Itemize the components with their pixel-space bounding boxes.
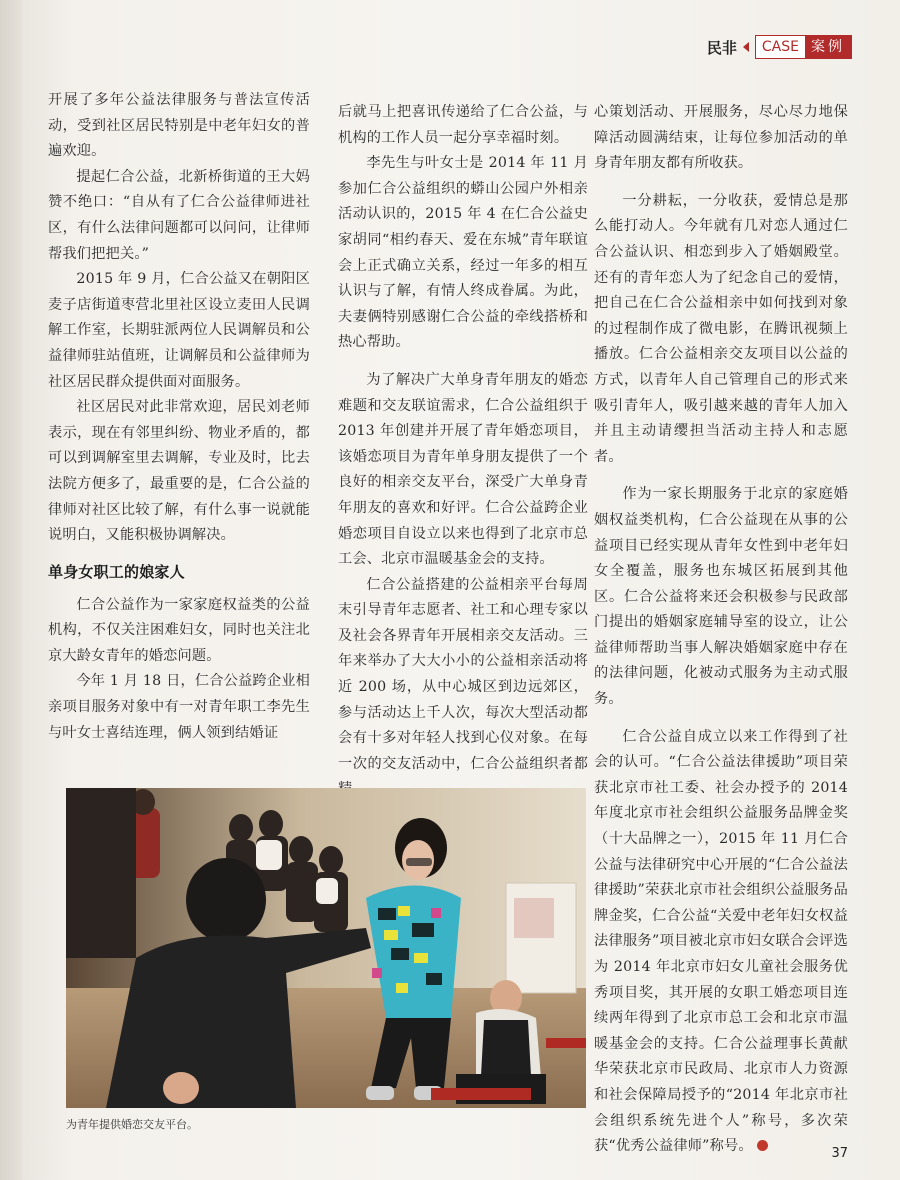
column-2	[338, 100, 588, 803]
paragraph: 提起仁合公益，北新桥街道的王大妈赞不绝口：“自从有了仁合公益律师进社区，有什么法律问题都可以问问，让律师帮我们把把关。”	[48, 168, 310, 262]
page-number: 37	[831, 1146, 848, 1161]
paragraph: 一分耕耘，一分收获，爱情总是那么能打动人。今年就有几对恋人通过仁合公益认识、相恋到步入了婚姻殿堂。还有的青年恋人为了纪念自己的爱情，把自己在仁合公益相亲中如何找到对象的过程制作成了微电影，在腾讯视频上播放。仁合公益相亲交友项目以公益的方式，以青年人自己管理自己的形式来吸引青年人，吸引越来越的青年人加入并且主动请缨担当活动主持人和志愿者。	[594, 192, 848, 465]
column-1	[48, 88, 310, 746]
case-badge-zh: 案例	[805, 36, 851, 58]
paragraph: 为了解决广大单身青年朋友的婚恋难题和交友联谊需求，仁合公益组织于 2013 年创建并开展了青年婚恋项目，该婚恋项目为青年单身朋友提供了一个良好的相亲交友平台，深受广大单身青年朋友的喜欢和好评。仁合公益跨企业婚恋项目自设立以来也得到了北京市总工会、北京市温暖基金会的支持。	[338, 371, 588, 568]
paragraph: 仁合公益作为一家家庭权益类的公益机构，不仅关注困难妇女，同时也关注北京大龄女青年的婚恋问题。	[48, 596, 310, 664]
paragraph: 今年 1 月 18 日，仁合公益跨企业相亲项目服务对象中有一对青年职工李先生与叶女士喜结连理，俩人领到结婚证	[48, 673, 310, 741]
paragraph: 开展了多年公益法律服务与普法宣传活动，受到社区居民特别是中老年妇女的普遍欢迎。	[48, 92, 310, 160]
event-photo	[66, 788, 586, 1108]
paragraph-text: 仁合公益自成立以来工作得到了社会的认可。“仁合公益法律援助”项目荣获北京市社工委、社会办授予的 2014 年度北京市社会组织公益服务品牌金奖（十大品牌之一），2015 年 11 月仁合公益与法律研究中心开展的“仁合公益法律援助”荣获北京市社会组织公益服务品牌金奖，仁合公益“关爱中老年妇女权益法律服务”项目被北京市妇女联合会评选为 2014 年北京市妇女儿童社会服务优秀项目奖，其开展的女职工婚恋项目连续两年得到了北京市总工会和北京市温暖基金会的支持。仁合公益理事长黄献华荣获北京市民政局、北京市人力资源和社会保障局授予的“2014 年北京市社会组织系统先进个人”称号，多次荣获“优秀公益律师”称号。	[594, 728, 848, 1155]
section-heading: 单身女职工的娘家人	[48, 562, 185, 581]
paragraph: 社区居民对此非常欢迎，居民刘老师表示，现在有邻里纠纷、物业矛盾的，都可以到调解室里去调解，专业及时，比去法院方便多了，最重要的是，仁合公益的律师对社区比较了解，有什么事一说就能说明白，又能积极协调解决。	[48, 399, 310, 544]
column-3	[594, 100, 848, 1160]
paragraph: 仁合公益搭建的公益相亲平台每周末引导青年志愿者、社工和心理专家以及社会各界青年开展相亲交友活动。三年来举办了大大小小的公益相亲活动将近 200 场，从中心城区到边远郊区，参与活动达上千人次，每次大型活动都会有十多对年轻人找到心仪对象。在每一次的交友活动中，仁合公益组织者都	[338, 576, 588, 772]
end-mark-icon	[757, 1140, 768, 1151]
case-badge	[755, 35, 852, 59]
page-gutter	[0, 0, 22, 1180]
photo-caption: 为青年提供婚恋交友平台。	[66, 1118, 198, 1131]
section-header	[707, 34, 852, 60]
case-badge-en: CASE	[756, 36, 805, 58]
paragraph: 2015 年 9 月，仁合公益又在朝阳区麦子店街道枣营北里社区设立麦田人民调解工作室，长期驻派两位人民调解员和公益律师驻站值班，让调解员和公益律师为社区居民群众提供面对面服务。	[48, 271, 310, 390]
paragraph: 心策划活动、开展服务，尽心尽力地保障活动圆满结束，让每位参加活动的单身青年朋友都有所收获。	[594, 104, 848, 172]
paragraph: 后就马上把喜讯传递给了仁合公益，与机构的工作人员一起分享幸福时刻。	[338, 104, 588, 146]
paragraph: 李先生与叶女士是 2014 年 11 月参加仁合公益组织的蟒山公园户外相亲活动认识的，2015 年 4 在仁合公益史家胡同“相约春天、爱在东城”青年联谊会上正式确立关系，经过一年多的相互认识与了解，有情人终成眷属。为此，夫妻俩特别感谢仁合公益的牵线搭桥和热心帮助。	[338, 155, 588, 351]
paragraph	[594, 725, 848, 1160]
header-arrow-icon	[743, 42, 749, 52]
paragraph: 作为一家长期服务于北京的家庭婚姻权益类机构，仁合公益现在从事的公益项目已经实现从青年女性到中老年妇女全覆盖，服务也东城区拓展到其他区。仁合公益将来还会积极参与民政部门提出的婚姻家庭辅导室的设立，让公益律师帮助当事人解决婚姻家庭中存在的法律问题，化被动式服务为主动式服务。	[594, 486, 848, 708]
event-photo-illustration	[66, 788, 586, 1108]
section-category: 民非	[706, 38, 737, 57]
